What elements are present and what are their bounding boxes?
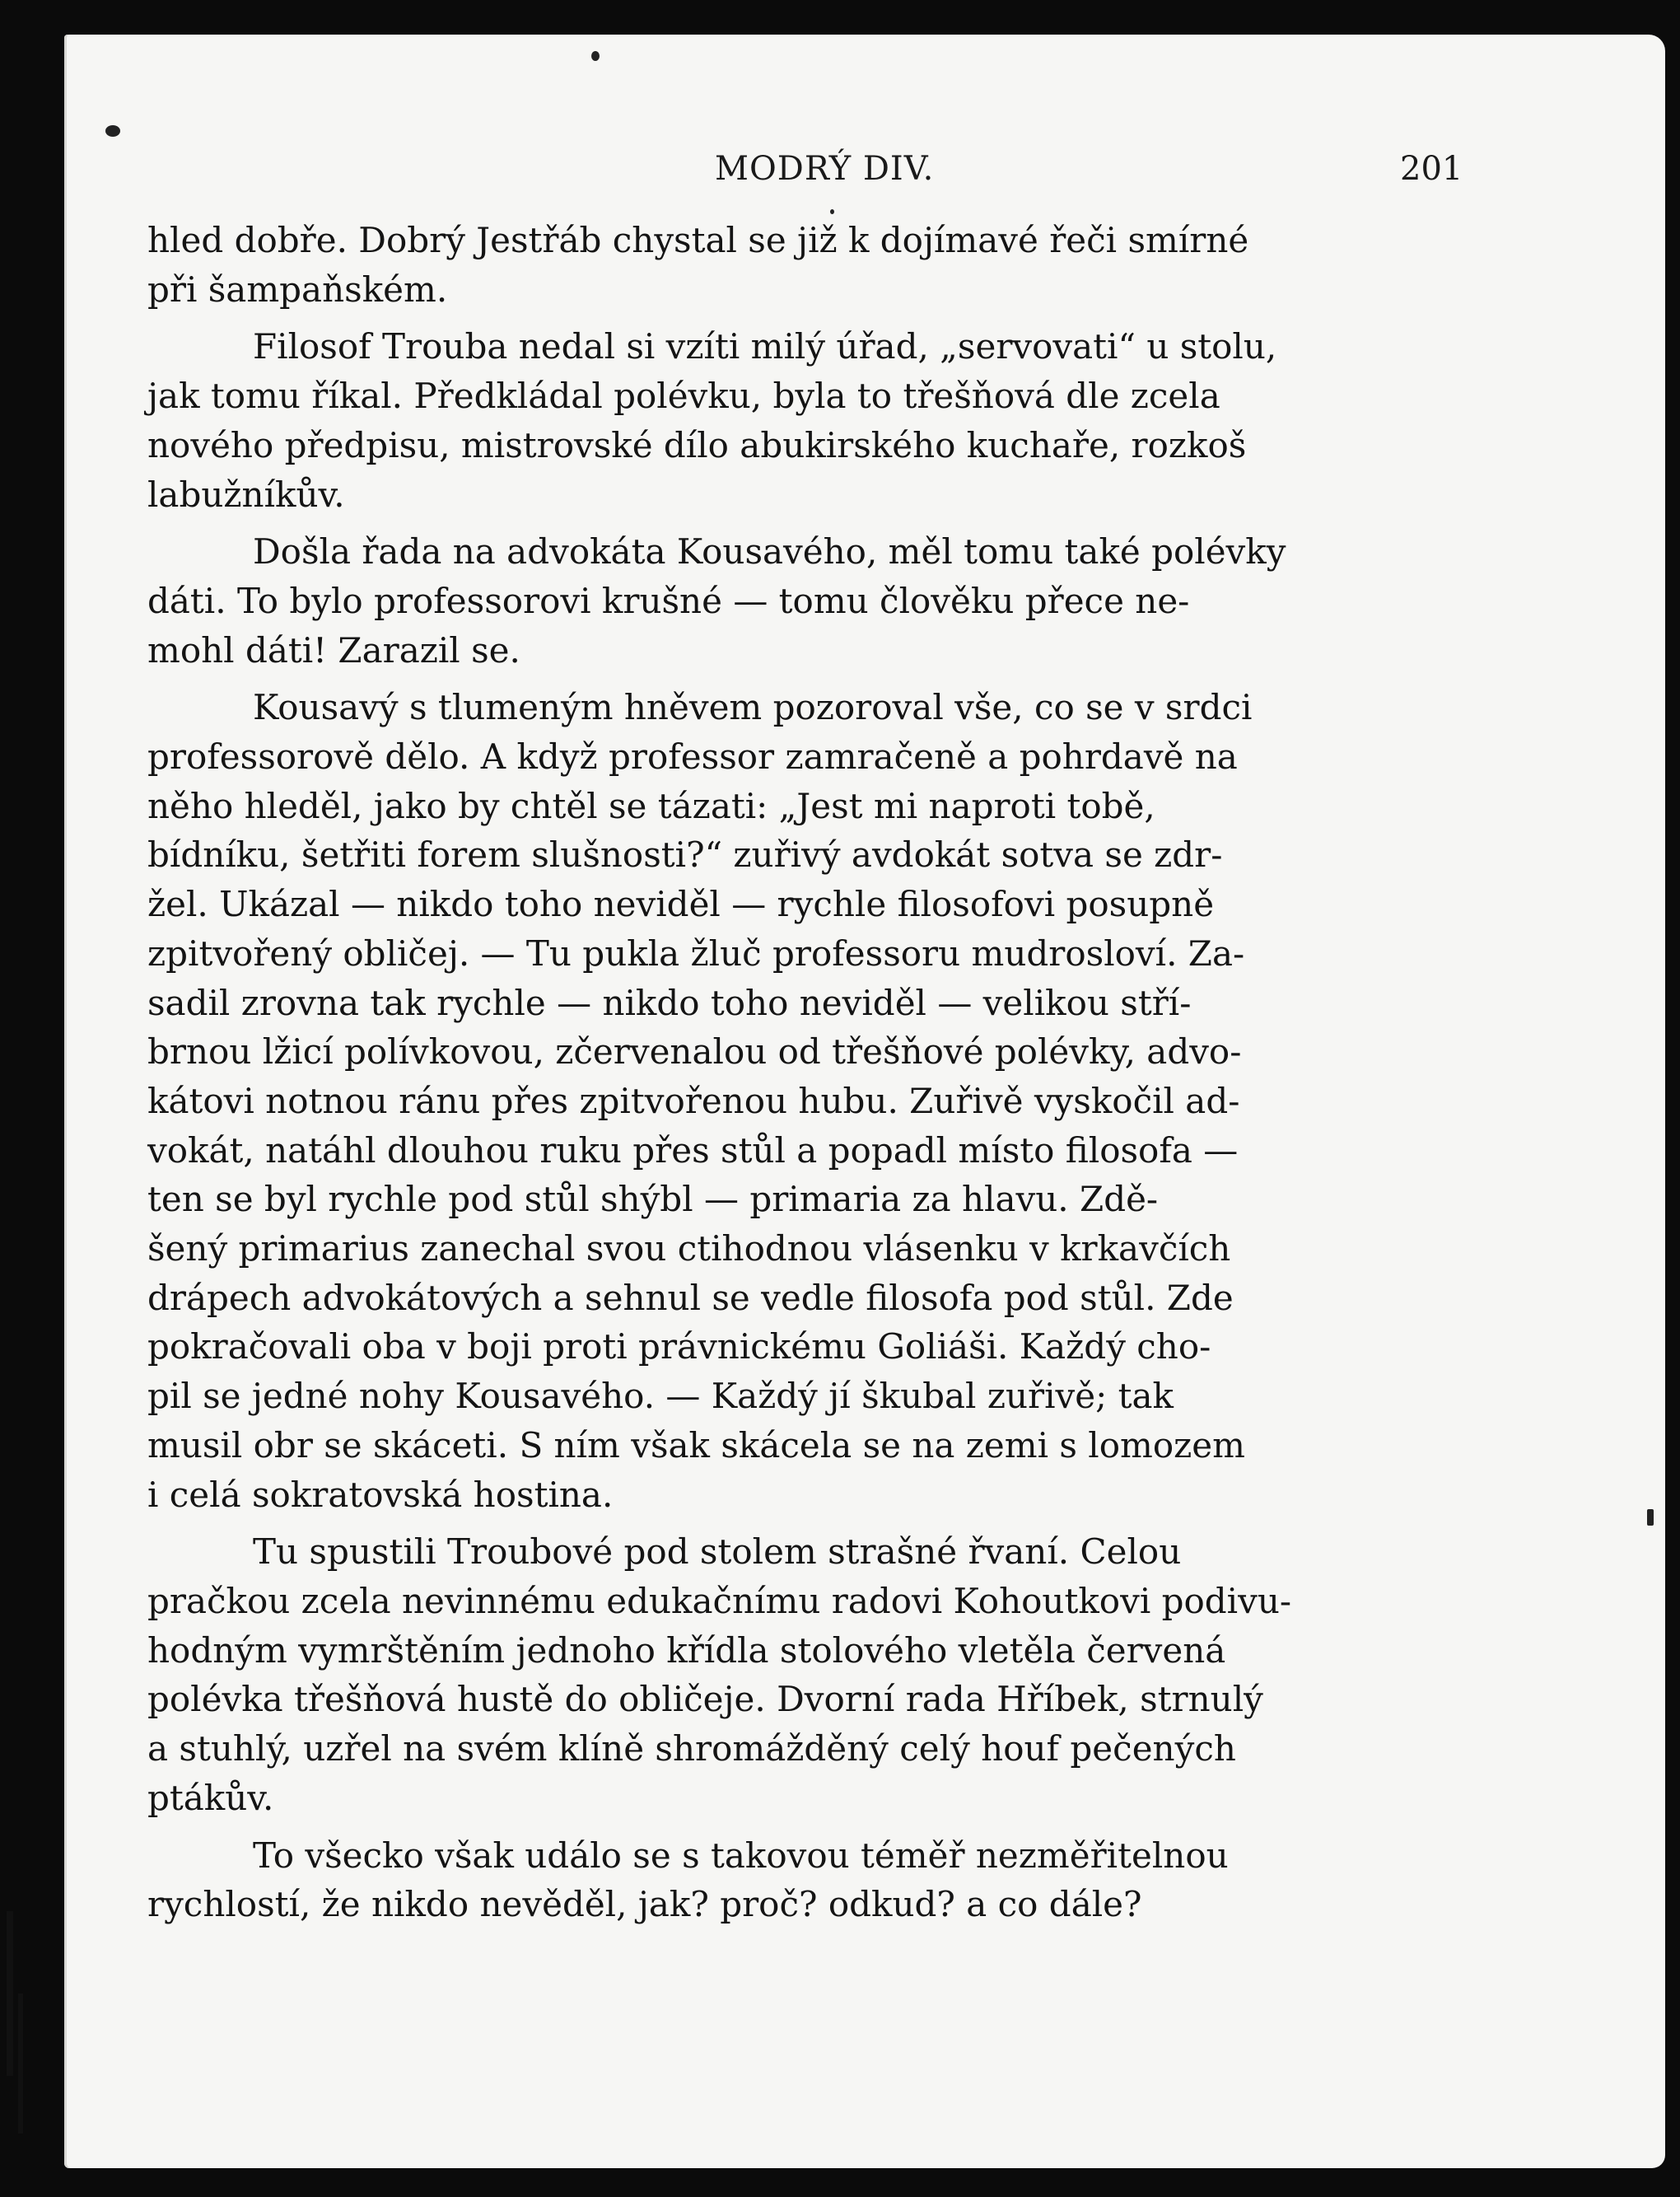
ink-speck [1647, 1509, 1654, 1526]
binding-edge-mark [18, 1994, 23, 2134]
paragraph: Došla řada na advokáta Kousavého, měl tomu také polévky dáti. To bylo professorovi krušné — tomu člověku přece ne- mohl dáti! Zarazil se. [147, 531, 1286, 671]
paragraph: hled dobře. Dobrý Jestřáb chystal se již k dojímavé řeči smírné při šampaňském. [147, 220, 1249, 310]
ink-speck [591, 51, 600, 61]
binding-edge-mark [7, 1911, 13, 2076]
page-number: 201 [1400, 150, 1463, 188]
paragraph: To všecko však událo se s takovou téměř nezměřitelnou rychlostí, že nikdo nevěděl, jak? proč? odkud? a co dále? [147, 1835, 1229, 1925]
paragraph: Tu spustili Troubové pod stolem strašné řvaní. Celou pračkou zcela nevinnému edukačnímu radovi Kohoutkovi podivu- hodným vymrštěním jednoho křídla stolového vletěla červená polévka třešňová hustě do obličeje. Dvorní rada Hříbek, strnulý a stuhlý, uzřel na svém klíně shromážděný celý houf pečených ptákův. [147, 1531, 1292, 1818]
paragraph: Filosof Trouba nedal si vzíti milý úřad, „servovati“ u stolu, jak tomu říkal. Předkládal polévku, byla to třešňová dle zcela nového předpisu, mistrovské dílo abukirského kuchaře, rozkoš labužníkův. [147, 326, 1277, 515]
paragraph: Kousavý s tlumeným hněvem pozoroval vše, co se v srdci professorově dělo. A když professor zamračeně a pohrdavě na něho hleděl, jako by chtěl se tázati: „Jest mi naproti tobě, bídníku, šetřiti forem slušnosti?“ zuřivý avdokát sotva se zdr- žel. Ukázal — nikdo toho neviděl — rychle filosofovi posupně zpitvořený obličej. — Tu pukla žluč professoru mudrosloví. Za- sadil zrovna tak rychle — nikdo toho neviděl — velikou stří- brnou lžicí polívkovou, zčervenalou od třešňové polévky, advo- kátovi notnou ránu přes zpitvořenou hubu. Zuřivě vyskočil ad- vokát, natáhl dlouhou ruku přes stůl a popadl místo filosofa — ten se byl rychle pod stůl shýbl — primaria za hlavu. Zdě- šený primarius zanechal svou ctihodnou vlásenku v krkavčích drápech advokátových a sehnul se vedle filosofa pod stůl. Zde pokračovali oba v boji proti právnickému Goliáši. Každý cho- pil se jedné nohy Kousavého. — Každý jí škubal zuřivě; tak musil obr se skáceti. S ním však skácela se na zemi s lomozem i celá sokratovská hostina. [147, 687, 1253, 1515]
ink-speck [830, 209, 834, 214]
ink-speck [105, 125, 120, 137]
running-title: MODRÝ DIV. [715, 150, 935, 188]
body-text [147, 216, 1465, 1938]
